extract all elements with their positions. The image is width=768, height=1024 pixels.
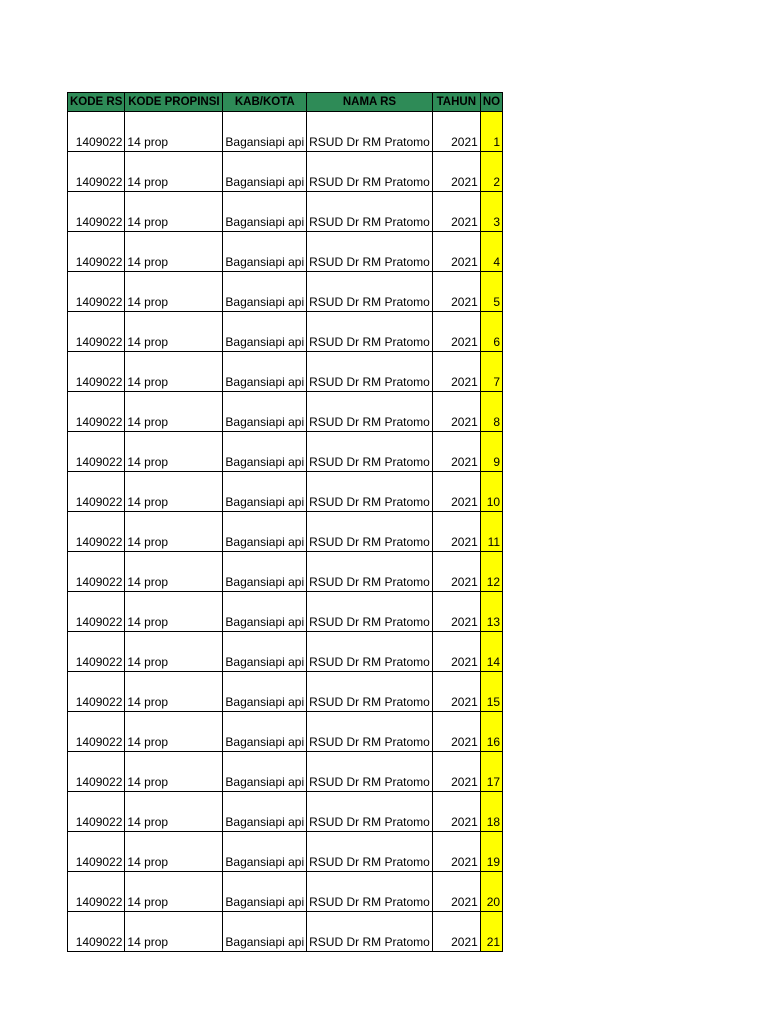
table-row (68, 752, 503, 792)
table-row (68, 312, 503, 352)
table-row (68, 712, 503, 752)
cell-kab-kota: Bagansiapi api (223, 432, 307, 472)
cell-tahun: 2021 (432, 512, 480, 552)
cell-nama-rs: RSUD Dr RM Pratomo (307, 632, 433, 672)
cell-nama-rs: RSUD Dr RM Pratomo (307, 472, 433, 512)
cell-kab-kota: Bagansiapi api (223, 232, 307, 272)
cell-tahun: 2021 (432, 192, 480, 232)
cell-nama-rs: RSUD Dr RM Pratomo (307, 792, 433, 832)
cell-nama-rs: RSUD Dr RM Pratomo (307, 672, 433, 712)
cell-kab-kota: Bagansiapi api (223, 832, 307, 872)
cell-nama-rs: RSUD Dr RM Pratomo (307, 752, 433, 792)
table-row (68, 592, 503, 632)
cell-no: 7 (480, 352, 502, 392)
table-row (68, 512, 503, 552)
hospital-data-table (67, 92, 503, 952)
cell-nama-rs: RSUD Dr RM Pratomo (307, 912, 433, 952)
cell-tahun: 2021 (432, 592, 480, 632)
table-row (68, 152, 503, 192)
cell-no: 17 (480, 752, 502, 792)
cell-tahun: 2021 (432, 672, 480, 712)
table-row (68, 272, 503, 312)
cell-kode-rs: 1409022 (68, 272, 125, 312)
cell-tahun: 2021 (432, 112, 480, 152)
cell-no: 4 (480, 232, 502, 272)
cell-no: 5 (480, 272, 502, 312)
cell-tahun: 2021 (432, 272, 480, 312)
table-row (68, 192, 503, 232)
table-row (68, 792, 503, 832)
cell-kab-kota: Bagansiapi api (223, 352, 307, 392)
cell-kode-propinsi: 14 prop (125, 752, 223, 792)
cell-kode-propinsi: 14 prop (125, 232, 223, 272)
table-row (68, 672, 503, 712)
cell-no: 8 (480, 392, 502, 432)
table-body (68, 112, 503, 952)
header-kab-kota: KAB/KOTA (223, 93, 307, 112)
cell-kode-rs: 1409022 (68, 512, 125, 552)
cell-kode-rs: 1409022 (68, 232, 125, 272)
cell-kab-kota: Bagansiapi api (223, 112, 307, 152)
cell-kode-rs: 1409022 (68, 552, 125, 592)
cell-kode-propinsi: 14 prop (125, 192, 223, 232)
cell-no: 6 (480, 312, 502, 352)
table-row (68, 352, 503, 392)
cell-no: 13 (480, 592, 502, 632)
cell-nama-rs: RSUD Dr RM Pratomo (307, 192, 433, 232)
cell-tahun: 2021 (432, 872, 480, 912)
cell-no: 21 (480, 912, 502, 952)
cell-kode-rs: 1409022 (68, 592, 125, 632)
cell-kode-rs: 1409022 (68, 632, 125, 672)
cell-kode-propinsi: 14 prop (125, 392, 223, 432)
cell-kab-kota: Bagansiapi api (223, 752, 307, 792)
cell-nama-rs: RSUD Dr RM Pratomo (307, 392, 433, 432)
cell-kode-rs: 1409022 (68, 912, 125, 952)
cell-nama-rs: RSUD Dr RM Pratomo (307, 832, 433, 872)
cell-tahun: 2021 (432, 752, 480, 792)
cell-kode-propinsi: 14 prop (125, 832, 223, 872)
cell-nama-rs: RSUD Dr RM Pratomo (307, 152, 433, 192)
cell-kode-rs: 1409022 (68, 112, 125, 152)
cell-kode-rs: 1409022 (68, 872, 125, 912)
cell-no: 3 (480, 192, 502, 232)
cell-kab-kota: Bagansiapi api (223, 272, 307, 312)
cell-kab-kota: Bagansiapi api (223, 592, 307, 632)
table-row (68, 432, 503, 472)
cell-kode-propinsi: 14 prop (125, 432, 223, 472)
cell-kode-rs: 1409022 (68, 352, 125, 392)
table-row (68, 472, 503, 512)
cell-no: 16 (480, 712, 502, 752)
cell-kab-kota: Bagansiapi api (223, 392, 307, 432)
cell-nama-rs: RSUD Dr RM Pratomo (307, 432, 433, 472)
cell-kode-propinsi: 14 prop (125, 712, 223, 752)
cell-tahun: 2021 (432, 312, 480, 352)
cell-nama-rs: RSUD Dr RM Pratomo (307, 552, 433, 592)
cell-kode-propinsi: 14 prop (125, 672, 223, 712)
cell-kode-propinsi: 14 prop (125, 872, 223, 912)
cell-tahun: 2021 (432, 832, 480, 872)
cell-kode-propinsi: 14 prop (125, 792, 223, 832)
cell-kab-kota: Bagansiapi api (223, 312, 307, 352)
cell-kode-propinsi: 14 prop (125, 632, 223, 672)
table-row (68, 392, 503, 432)
table-header (68, 93, 503, 112)
cell-tahun: 2021 (432, 792, 480, 832)
cell-tahun: 2021 (432, 552, 480, 592)
cell-kab-kota: Bagansiapi api (223, 872, 307, 912)
cell-kode-rs: 1409022 (68, 472, 125, 512)
cell-kode-rs: 1409022 (68, 712, 125, 752)
table-row (68, 912, 503, 952)
cell-kode-propinsi: 14 prop (125, 352, 223, 392)
cell-kode-rs: 1409022 (68, 312, 125, 352)
cell-kode-rs: 1409022 (68, 192, 125, 232)
cell-kode-propinsi: 14 prop (125, 592, 223, 632)
cell-kode-propinsi: 14 prop (125, 312, 223, 352)
cell-kode-rs: 1409022 (68, 832, 125, 872)
cell-no: 2 (480, 152, 502, 192)
cell-kab-kota: Bagansiapi api (223, 192, 307, 232)
cell-kab-kota: Bagansiapi api (223, 152, 307, 192)
cell-kab-kota: Bagansiapi api (223, 632, 307, 672)
header-tahun: TAHUN (432, 93, 480, 112)
cell-kab-kota: Bagansiapi api (223, 672, 307, 712)
cell-nama-rs: RSUD Dr RM Pratomo (307, 872, 433, 912)
cell-kab-kota: Bagansiapi api (223, 512, 307, 552)
header-row (68, 93, 503, 112)
cell-kab-kota: Bagansiapi api (223, 472, 307, 512)
header-no: NO (480, 93, 502, 112)
cell-no: 9 (480, 432, 502, 472)
header-kode-propinsi: KODE PROPINSI (125, 93, 223, 112)
cell-no: 20 (480, 872, 502, 912)
cell-no: 18 (480, 792, 502, 832)
cell-nama-rs: RSUD Dr RM Pratomo (307, 592, 433, 632)
cell-kode-rs: 1409022 (68, 672, 125, 712)
cell-kode-propinsi: 14 prop (125, 112, 223, 152)
cell-tahun: 2021 (432, 432, 480, 472)
cell-kab-kota: Bagansiapi api (223, 912, 307, 952)
cell-kab-kota: Bagansiapi api (223, 792, 307, 832)
cell-kode-rs: 1409022 (68, 152, 125, 192)
cell-kode-propinsi: 14 prop (125, 272, 223, 312)
cell-tahun: 2021 (432, 352, 480, 392)
table-row (68, 632, 503, 672)
cell-tahun: 2021 (432, 472, 480, 512)
cell-kab-kota: Bagansiapi api (223, 712, 307, 752)
cell-no: 11 (480, 512, 502, 552)
cell-nama-rs: RSUD Dr RM Pratomo (307, 232, 433, 272)
cell-kode-propinsi: 14 prop (125, 152, 223, 192)
cell-no: 1 (480, 112, 502, 152)
cell-tahun: 2021 (432, 152, 480, 192)
cell-kode-propinsi: 14 prop (125, 552, 223, 592)
cell-kode-propinsi: 14 prop (125, 512, 223, 552)
cell-kode-rs: 1409022 (68, 432, 125, 472)
cell-no: 19 (480, 832, 502, 872)
cell-tahun: 2021 (432, 712, 480, 752)
cell-tahun: 2021 (432, 632, 480, 672)
cell-kode-propinsi: 14 prop (125, 472, 223, 512)
cell-kode-rs: 1409022 (68, 392, 125, 432)
table-row (68, 832, 503, 872)
cell-tahun: 2021 (432, 912, 480, 952)
table-row (68, 232, 503, 272)
table-row (68, 872, 503, 912)
cell-nama-rs: RSUD Dr RM Pratomo (307, 352, 433, 392)
cell-no: 10 (480, 472, 502, 512)
table-row (68, 112, 503, 152)
cell-no: 14 (480, 632, 502, 672)
header-kode-rs: KODE RS (68, 93, 125, 112)
cell-kode-rs: 1409022 (68, 752, 125, 792)
table-row (68, 552, 503, 592)
cell-tahun: 2021 (432, 392, 480, 432)
cell-kode-rs: 1409022 (68, 792, 125, 832)
cell-nama-rs: RSUD Dr RM Pratomo (307, 112, 433, 152)
cell-kab-kota: Bagansiapi api (223, 552, 307, 592)
cell-no: 12 (480, 552, 502, 592)
cell-nama-rs: RSUD Dr RM Pratomo (307, 712, 433, 752)
cell-kode-propinsi: 14 prop (125, 912, 223, 952)
cell-nama-rs: RSUD Dr RM Pratomo (307, 312, 433, 352)
cell-tahun: 2021 (432, 232, 480, 272)
cell-nama-rs: RSUD Dr RM Pratomo (307, 512, 433, 552)
cell-nama-rs: RSUD Dr RM Pratomo (307, 272, 433, 312)
cell-no: 15 (480, 672, 502, 712)
header-nama-rs: NAMA RS (307, 93, 433, 112)
